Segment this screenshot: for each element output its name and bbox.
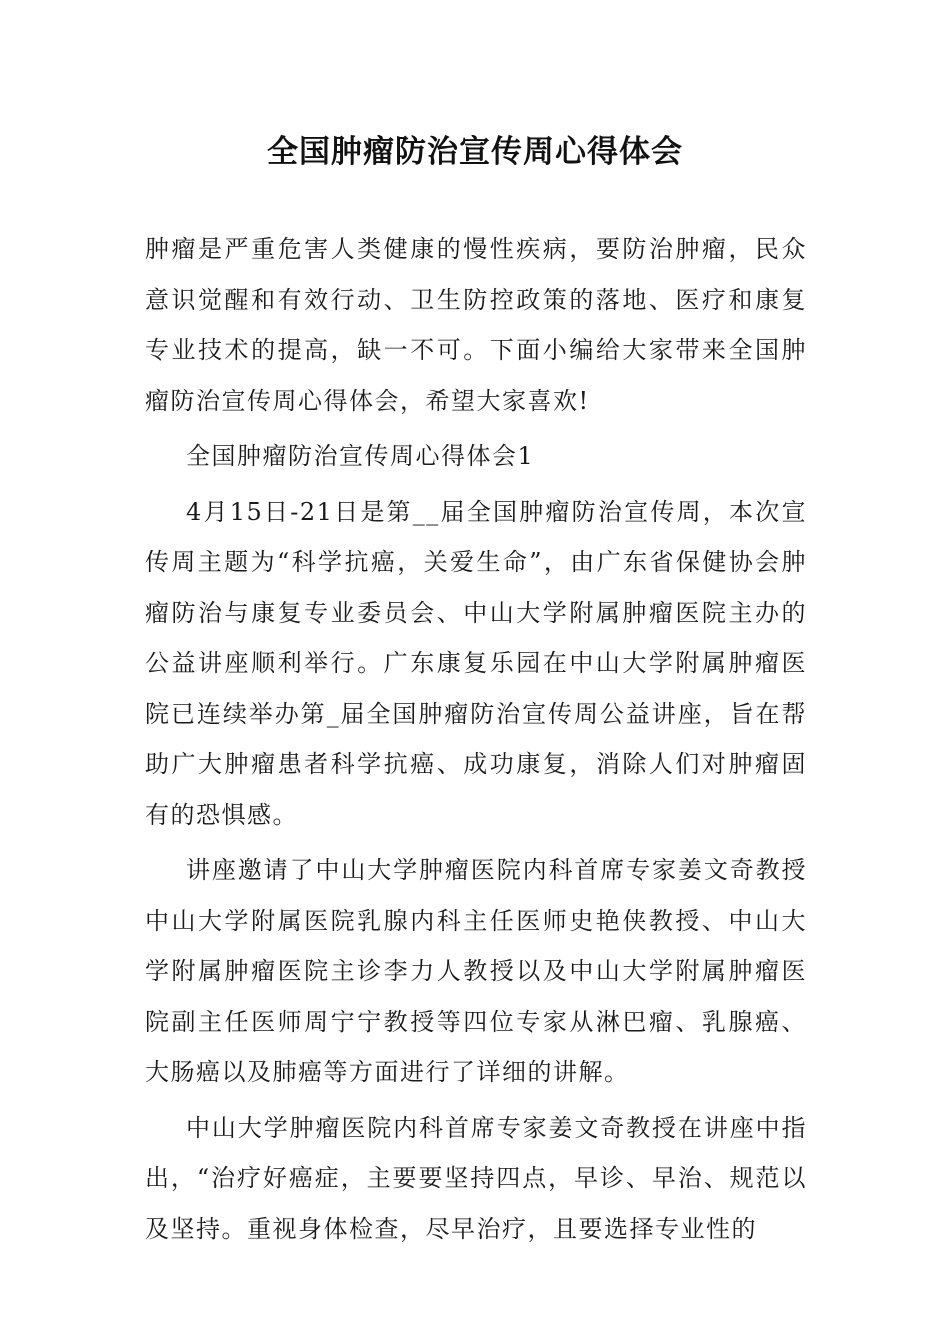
document-body: [145, 224, 807, 1259]
body-paragraph: 中山大学肿瘤医院内科首席专家姜文奇教授在讲座中指出，“治疗好癌症，主要要坚持四点，早诊、早治、规范以及坚持。重视身体检查，尽早治疗，且要选择专业性的: [145, 1113, 807, 1243]
body-paragraph: 4月15日-21日是第__届全国肿瘤防治宣传周，本次宣传周主题为“科学抗癌，关爱生命”，由广东省保健协会肿瘤防治与康复专业委员会、中山大学附属肿瘤医院主办的公益讲座顺利举行。广东康复乐园在中山大学附属肿瘤医院已连续举办第_届全国肿瘤防治宣传周公益讲座，旨在帮助广大肿瘤患者科学抗癌、成功康复，消除人们对肿瘤固有的恐惧感。: [145, 497, 807, 829]
document-title: 全国肿瘤防治宣传周心得体会: [267, 134, 683, 170]
section-heading: 全国肿瘤防治宣传周心得体会1: [186, 442, 535, 470]
intro-paragraph: 肿瘤是严重危害人类健康的慢性疾病，要防治肿瘤，民众意识觉醒和有效行动、卫生防控政策的落地、医疗和康复专业技术的提高，缺一不可。下面小编给大家带来全国肿瘤防治宣传周心得体会，希望大家喜欢!: [145, 235, 807, 415]
body-paragraph: 讲座邀请了中山大学肿瘤医院内科首席专家姜文奇教授中山大学附属医院乳腺内科主任医师史艳侠教授、中山大学附属肿瘤医院主诊李力人教授以及中山大学附属肿瘤医院副主任医师周宁宁教授等四位专家从淋巴瘤、乳腺癌、大肠癌以及肺癌等方面进行了详细的讲解。: [145, 856, 807, 1086]
